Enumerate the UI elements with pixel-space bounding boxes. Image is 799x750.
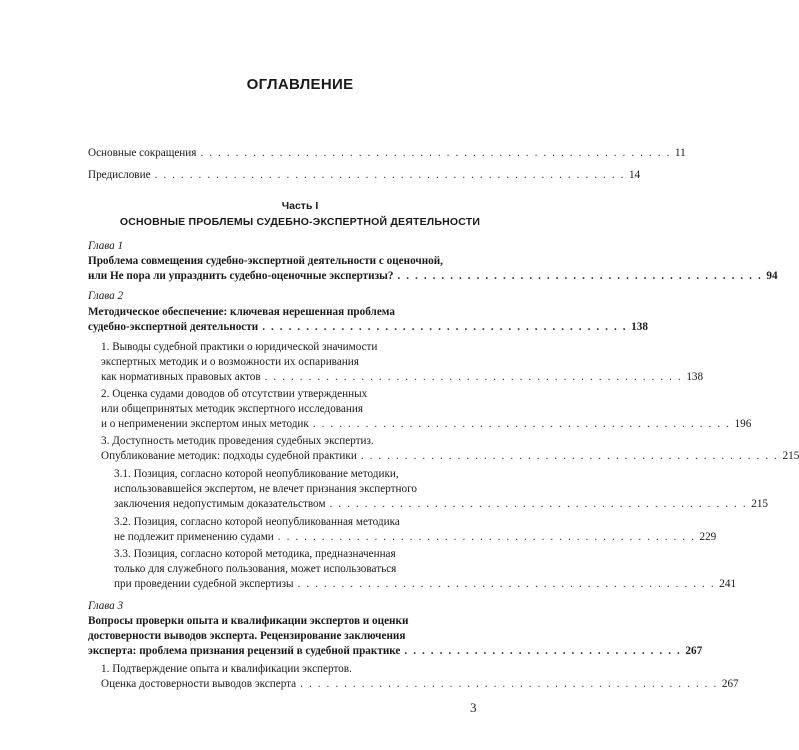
leader-dots: . . . . . . . . . . . . . . . . . . . . . . . . . . . . . . . . . . . . . . . . . . [262,321,628,333]
page-ref: 11 [674,147,686,159]
chapter-label: Глава 2 [88,290,124,302]
leader-dots: . . . . . . . . . . . . . . . . . . . . . . . . . . . . . . . . . . . . . . . . . . . . . . . . [277,531,696,543]
toc-entry-ch2-section-1[interactable]: 1. Выводы судебной практики о юридической значимости экспертных методик и о возможности их оспаривания как нормативных правовых актов . . . . . . . . . . . . . . . . . . . . . . . . . . . . . . . . . . . . . . . . . . . . . . . . 138 [101,341,704,383]
part-title: ОСНОВНЫЕ ПРОБЛЕМЫ СУДЕБНО-ЭКСПЕРТНОЙ ДЕЯТЕЛЬНОСТИ [119,216,481,228]
toc-entry-ch2-section-3-3[interactable]: 3.3. Позиция, согласно которой методика, предназначенная только для служебного пользования, может использоваться при проведении судебной экспертизы . . . . . . . . . . . . . . . . . . . . . . . . . . . . . . . . . . . . . . . . . . . . . . . . 241 [114,548,737,590]
leader-dots: . . . . . . . . . . . . . . . . . . . . . . . . . . . . . . . . . . . . . . . . . . . . . . . . . . . . . . [154,169,626,181]
leader-dots: . . . . . . . . . . . . . . . . . . . . . . . . . . . . . . . . . . . . . . . . . . . . . . . . [264,371,683,383]
page-number: 3 [470,700,477,715]
toc-entry-ch2-section-3-2[interactable]: 3.2. Позиция, согласно которой неопубликованная методика не подлежит применению судами . . . . . . . . . . . . . . . . . . . . . . . . . . . . . . . . . . . . . . . . . . . . . . . . 229 [114,516,717,543]
leader-dots: . . . . . . . . . . . . . . . . . . . . . . . . . . . . . . . . . . . . . . . . . . [397,270,763,282]
leader-dots: . . . . . . . . . . . . . . . . . . . . . . . . . . . . . . . . . . . . . . . . . . . . . . . . [312,418,731,430]
leader-dots: . . . . . . . . . . . . . . . . . . . . . . . . . . . . . . . . . . . . . . . . . . . . . . . . [300,678,718,690]
toc-entry-chapter-1[interactable]: Проблема совмещения судебно-экспертной деятельности с оценочной, или Не пора ли упразднить судебно-оценочные экспертизы? . . . . . . . . . . . . . . . . . . . . . . . . . . . . . . . . . . . . . . . . . . 94 [88,255,778,282]
toc-entry-ch2-section-3-1[interactable]: 3.1. Позиция, согласно которой неопубликование методики, использовавшейся экспертом, не влечет признания экспертного заключения недопустимым доказательством . . . . . . . . . . . . . . . . . . . . . . . . . . . . . . . . . . . . . . . . . . . . . . . . 215 [114,468,768,510]
toc-entry-ch2-section-3[interactable]: 3. Доступность методик проведения судебных экспертиз. Опубликование методик: подходы судебной практики . . . . . . . . . . . . . . . . . . . . . . . . . . . . . . . . . . . . . . . . . . . . . . . . 215 [101,435,799,462]
toc-entry-ch3-section-1[interactable]: 1. Подтверждение опыта и квалификации экспертов. Оценка достоверности выводов эксперта . . . . . . . . . . . . . . . . . . . . . . . . . . . . . . . . . . . . . . . . . . . . . . . . 267 [101,663,739,690]
page-title: ОГЛАВЛЕНИЕ [246,76,354,93]
page-ref: 14 [629,169,641,181]
leader-dots: . . . . . . . . . . . . . . . . . . . . . . . . . . . . . . . . . . . . . . . . . . . . . . . . [329,498,748,510]
page-ref: 138 [686,371,704,383]
chapter-label: Глава 3 [88,600,124,612]
page-ref: 229 [699,531,717,543]
page-ref: 215 [782,450,799,462]
page-ref: 215 [751,498,768,510]
page-ref: 94 [766,270,778,282]
page-ref: 267 [685,645,703,657]
leader-dots: . . . . . . . . . . . . . . . . . . . . . . . . . . . . . . . . . . . . . . . . . . . . . . . . . . . . . . [200,147,671,159]
leader-dots: . . . . . . . . . . . . . . . . . . . . . . . . . . . . . . . . [404,645,682,657]
page-ref: 196 [734,418,752,430]
leader-dots: . . . . . . . . . . . . . . . . . . . . . . . . . . . . . . . . . . . . . . . . . . . . . . . . [297,578,716,590]
toc-entry-chapter-3[interactable]: Вопросы проверки опыта и квалификации экспертов и оценки достоверности выводов эксперта. Рецензирование заключения эксперта: проблема признания рецензий в судебной практике . . . . . . . . . . . . . . . . . . . . . . . . . . . . . . . . 267 [88,615,703,657]
toc-entry-abbreviations[interactable]: Основные сокращения . . . . . . . . . . . . . . . . . . . . . . . . . . . . . . . . . . . . . . . . . . . . . . . . . . . . . . 11 [88,147,686,159]
toc-entry-preface[interactable]: Предисловие . . . . . . . . . . . . . . . . . . . . . . . . . . . . . . . . . . . . . . . . . . . . . . . . . . . . . . 14 [88,169,641,181]
toc-entry-chapter-2[interactable]: Методическое обеспечение: ключевая нерешенная проблема судебно-экспертной деятельности . . . . . . . . . . . . . . . . . . . . . . . . . . . . . . . . . . . . . . . . . . 138 [88,306,648,333]
page-ref: 138 [631,321,648,333]
page-ref: 241 [719,578,737,590]
toc-entry-ch2-section-2[interactable]: 2. Оценка судами доводов об отсутствии утвержденных или общепринятых методик экспертного исследования и о неприменении экспертом иных методик . . . . . . . . . . . . . . . . . . . . . . . . . . . . . . . . . . . . . . . . . . . . . . . . 196 [101,388,752,430]
chapter-label: Глава 1 [88,240,124,252]
page-ref: 267 [721,678,739,690]
part-label: Часть I [281,200,319,212]
leader-dots: . . . . . . . . . . . . . . . . . . . . . . . . . . . . . . . . . . . . . . . . . . . . . . . . [360,450,779,462]
